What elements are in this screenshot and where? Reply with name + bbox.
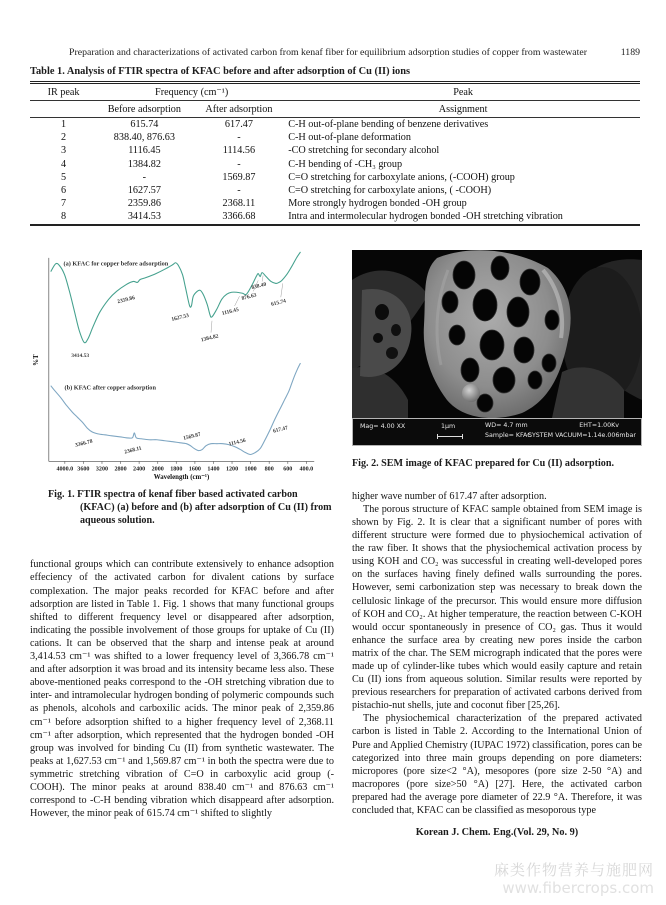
x-tick-label: 1200 [225,466,239,473]
table-cell: 1 [61,119,67,131]
table-cell: 7 [61,198,67,210]
sem-scale-label: 1μm [441,423,456,430]
table-row [30,184,640,197]
body-paragraph-left: functional groups which can contribute extensively to enhance adsoption effeciency of the activated carbon for divalent cations by surface complexation. The major peaks recorded for KFAC before and after adsorption are listed in Table 1. Fig. 1 shows that many functional groups shifted to different frequency level or disappeared after adsorption, indicating the possible involvement of those groups for uptake of Cu (II) cations. It can be observed that the sharp and intense peak at around 3,414.53 cm⁻¹ was shifted to a lower frequency level of 3,366.78 cm⁻¹ and after adsorption it was broad and its intensity became less also. These above-mentioned peaks correspond to the -OH stretching vibration due to inter- and intramolecular hydrogen bonding of polymeric compounds such as phenols, alcohols and carboxilic acids. The minor peak of 2,359.86 cm⁻¹ before adsorption shifted to a higher frequency level of 2,368.11 cm⁻¹ after adsorption, which represented that the hydrogen bonded -OH group was involved for binding Cu (II) from synthetic wastewater. The peaks at 1,627.53 cm⁻¹ and 1,569.87 cm⁻¹ in both the spectra were due to symmetric stretching vibration of C=O in carboxylic acid group (-COOH). The minor peaks at around 838.40 cm⁻¹ and 876.63 cm⁻¹ correspond to -C-H bending vibration which disappeard after adsorption. However, the minor peak of 615.74 cm⁻¹ shifted to slightly [30,559,334,820]
col-header-empty [30,101,97,118]
table-cell: 1627.57 [127,185,161,197]
x-tick-label: 1000 [244,466,257,473]
peak-label: 1627.53 [170,312,190,323]
peak-label: 2359.86 [116,295,136,306]
sem-magnification: Mag= 4.00 XX [360,423,406,430]
sem-vacuum: SYSTEM VACUUM=1.14e.006mbar [527,432,636,439]
peak-label: 876.63 [241,292,258,302]
sem-info-bar [352,418,642,446]
x-axis-title: Wavelength (cm⁻¹) [153,474,210,482]
table-cell: - [237,185,241,197]
watermark-line2: www.fibercrops.com [502,879,654,897]
x-tick-label: 3600 [77,466,90,473]
table-row [30,171,640,184]
table-cell: 1114.56 [222,145,256,157]
sem-sample: Sample= KFAC [485,432,532,439]
table-cell: 1384.82 [127,158,161,170]
col-header-before: Before adsorption [97,101,192,118]
left-column [30,250,334,820]
x-tick-label: 1800 [170,466,183,473]
running-head [30,47,640,58]
peak-label: 838.40 [250,281,267,292]
watermark [494,861,654,897]
ftir-table-body [30,118,640,225]
table-cell: C-H out-of-plane bending of benzene derivatives [288,119,489,131]
peak-leader-line [235,296,240,306]
peak-label: 1384.82 [200,333,220,344]
y-axis-title: %T [32,354,40,366]
table-cell: 3 [61,145,67,157]
x-tick-label: 400.0 [299,466,314,473]
peak-label: 2368.11 [123,445,143,456]
table-row [30,144,640,157]
col-header-frequency: Frequency (cm⁻¹) [97,83,286,101]
table-cell: C-H out-of-plane deformation [288,132,411,144]
body-paragraph-right-3: The physiochemical characterization of the prepared activated carbon is listed in Table 2. According to the International Union of Pure and Applied Chemistry (IUPAC 1972) classification, pores can be categorized into three main groups depending on pore diameters: micropores (pore size<2 °A), mesopores (pore size 2-50 °A) and macropores (pore size>50 °A) [27]. Here, the activated carbon prepared had the average pore diameter of 22.9 °A. Therefore, it was concluded that, KFAC can be classified as mesoporous type [352,713,642,817]
table-cell: - [237,158,241,170]
peak-label: 1116.45 [221,306,240,317]
body-paragraph-right-2: The porous structure of KFAC sample obtained from SEM image is shown by Fig. 2. It is clear that a significant number of pores with different structure were formed due to physiochemical activation of the raw fiber. It shows that the physiochemical activation process by using KOH and CO₂ was successful in creating well-developed pores on the surfaces having finely defined walls surrounding the pores. However, semi carbonization step was necessary to break down the cellulosic linkage of the precursor. This would ensure more diffusion of KOH and CO₂. At higher temperature, the reaction between C-KOH would occur spontaneously in presence of CO₂ gas. Thus it would enhance the surface area by creating new pores inside the carbon matrix of the char. The SEM micrograph indicated that the pores were made up of cylinder-like tubes which would easily capture and retain Cu (II) ions from aqueous solution. Similar results were reported by previous researchers for preparation of activated carbons derived from pistachio-nut shells, jute and coconut fiber [25,26]. [352,503,642,712]
table-cell: Intra and intermolecular hydrogen bonded -OH stretching vibration [288,211,563,223]
figure-1 [30,250,334,527]
figure-1-caption-text: FTIR spectra of kenaf fiber based activated carbon (KFAC) (a) before and (b) after adsorption of Cu (II) from aqueous solution. [77,489,332,526]
table-row [30,197,640,210]
table-cell: C=O stretching for carboxylate anions, (-COOH) group [288,171,515,183]
peak-leader-line [281,283,283,297]
sem-scale-bar [437,434,463,439]
table-row [30,131,640,144]
table-cell: 615.74 [130,119,159,131]
ftir-table [30,81,640,226]
peak-leader-line [211,321,212,333]
sem-micrograph-image [352,250,642,418]
table-cell: - [237,132,241,144]
x-tick-label: 1600 [188,466,201,473]
figure-2-caption-label: Fig. 2. [352,458,379,469]
table-row [30,158,640,171]
table-cell: -CO stretching for secondary alcohol [288,145,440,157]
sem-eht: EHT=1.00Kv [579,422,619,429]
table-cell: More strongly hydrogen bonded -OH group [288,198,467,210]
table-cell: C=O stretching for carboxylate anions, ( -COOH) [288,185,492,197]
peak-label: 3366.78 [74,438,94,449]
table-cell: 2368.11 [222,198,256,210]
series-label: (a) KFAC for copper before adsorption [63,260,169,268]
x-tick-label: 800 [264,466,274,473]
figure-2-caption-text: SEM image of KFAC prepared for Cu (II) adsorption. [381,458,614,469]
col-header-assignment: Assignment [286,101,640,118]
table-cell: 3414.53 [127,211,161,223]
x-tick-label: 2000 [151,466,164,473]
table-header-row-2 [30,101,640,118]
table-cell: C-H bending of -CH₃ group [288,158,403,170]
page-number: 1189 [620,47,640,58]
table-row [30,210,640,224]
table-cell: 3366.68 [222,211,256,223]
right-column [352,250,642,838]
peak-leader-line [262,276,263,282]
figure-2 [352,250,642,471]
watermark-line1: 麻类作物营养与施肥网 [493,861,654,879]
peak-label: 617.47 [272,425,289,435]
journal-reference: Korean J. Chem. Eng.(Vol. 29, No. 9) [415,827,579,839]
x-tick-label: 600 [283,466,293,473]
x-tick-label: 2800 [114,466,127,473]
table-cell: 1569.87 [222,171,256,183]
running-title: Preparation and characterizations of activated carbon from kenaf fiber for equilibrium adsorption studies of copper from wastewater [69,47,587,58]
figure-2-caption [352,458,642,471]
series-label: (b) KFAC after copper adsorption [64,384,156,392]
table-header-row-1 [30,83,640,101]
table1-title: Table 1. Analysis of FTIR spectra of KFAC before and after adsorption of Cu (II) ions [30,66,411,77]
table-cell: 1116.45 [128,145,161,157]
table-cell: 2359.86 [127,198,161,210]
sem-working-distance: WD= 4.7 mm [485,422,528,429]
table-cell: - [142,171,147,183]
table-row [30,118,640,132]
peak-label: 615.74 [270,298,287,308]
table-cell: 617.47 [224,119,253,131]
col-header-after: After adsorption [192,101,287,118]
figure-1-caption [30,489,334,527]
ftir-spectra-chart [31,250,333,483]
table-cell: 5 [61,171,67,183]
figure-1-caption-label: Fig. 1. [48,489,75,500]
peak-label: 3414.53 [71,353,90,360]
col-header-peak: Peak [286,83,640,101]
table-cell: 8 [61,211,67,223]
table-cell: 838.40, 876.63 [113,132,175,144]
table1-block [30,66,640,226]
x-tick-label: 4000.0 [56,466,74,473]
x-tick-label: 3200 [95,466,109,473]
table-cell: 4 [61,158,67,170]
peak-label: 1569.87 [182,431,202,442]
body-paragraph-right-1: higher wave number of 617.47 after adsorption. [352,490,547,502]
x-tick-label: 2400 [133,466,146,473]
col-header-ir-peak: IR peak [30,83,97,101]
peak-label: 1114.56 [228,437,247,448]
table-cell: 6 [61,185,67,197]
table-cell: 2 [61,132,67,144]
x-tick-label: 1400 [207,466,220,473]
